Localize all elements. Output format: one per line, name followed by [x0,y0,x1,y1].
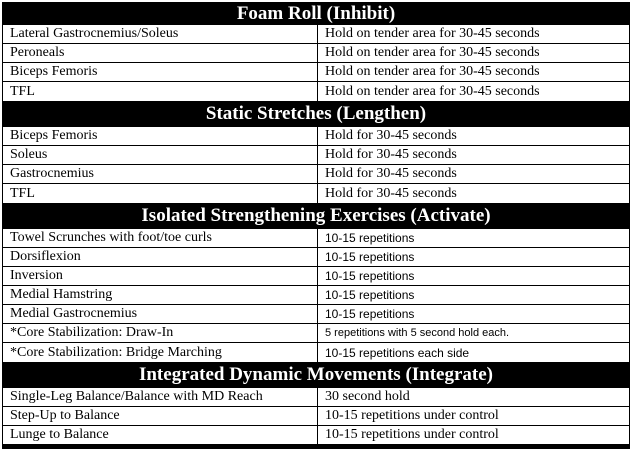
table-row [2,343,630,362]
prescription-cell: 10-15 repetitions under control [325,427,499,442]
table-row [2,184,630,203]
table-row [2,44,630,63]
program-table [2,2,630,449]
exercise-cell: *Core Stabilization: Draw-In [3,324,318,342]
prescription-cell: 10-15 repetitions each side [325,345,470,360]
exercise-cell: Peroneals [3,44,318,62]
section-header-integrated-dynamic: Integrated Dynamic Movements (Integrate) [2,362,630,388]
table-row [2,127,630,146]
exercise-cell: Medial Hamstring [3,286,318,304]
prescription-cell: 30 second hold [325,389,410,404]
prescription-cell: Hold on tender area for 30-45 seconds [325,64,540,79]
table-row [2,229,630,248]
table-row [2,63,630,82]
exercise-cell: TFL [3,184,318,203]
section-header-static-stretches: Static Stretches (Lengthen) [2,101,630,127]
table-row [2,426,630,445]
prescription-cell: Hold for 30-45 seconds [325,166,457,181]
exercise-cell: TFL [3,82,318,101]
exercise-cell: Lateral Gastrocnemius/Soleus [3,25,318,43]
exercise-cell: Gastrocnemius [3,165,318,183]
table-row [2,388,630,407]
prescription-cell: 10-15 repetitions under control [325,408,499,423]
section-header-isolated-strengthening: Isolated Strengthening Exercises (Activate) [2,203,630,229]
exercise-cell: *Core Stabilization: Bridge Marching [3,343,318,362]
table-row [2,25,630,44]
prescription-cell: Hold for 30-45 seconds [325,128,457,143]
table-row [2,324,630,343]
prescription-cell: 10-15 repetitions [325,288,415,302]
exercise-cell: Single-Leg Balance/Balance with MD Reach [3,388,318,406]
table-row [2,146,630,165]
prescription-cell: Hold on tender area for 30-45 seconds [325,83,540,99]
exercise-cell: Towel Scrunches with foot/toe curls [3,229,318,247]
exercise-cell: Inversion [3,267,318,285]
prescription-cell: 10-15 repetitions [325,231,415,245]
prescription-cell: Hold for 30-45 seconds [325,147,457,162]
table-row [2,165,630,184]
prescription-cell: Hold for 30-45 seconds [325,185,457,201]
exercise-cell: Soleus [3,146,318,164]
table-row [2,82,630,101]
prescription-cell: 10-15 repetitions [325,250,415,264]
table-row [2,267,630,286]
table-row [2,305,630,324]
prescription-cell: 5 repetitions with 5 second hold each. [325,327,510,339]
exercise-cell: Lunge to Balance [3,426,318,444]
prescription-cell: Hold on tender area for 30-45 seconds [325,45,540,60]
prescription-cell: 10-15 repetitions [325,307,415,321]
section-header-foam-roll: Foam Roll (Inhibit) [2,2,630,25]
exercise-cell: Dorsiflexion [3,248,318,266]
exercise-cell: Biceps Femoris [3,127,318,145]
table-row [2,407,630,426]
table-row [2,248,630,267]
table-row [2,286,630,305]
prescription-cell: 10-15 repetitions [325,269,415,283]
exercise-cell: Medial Gastrocnemius [3,305,318,323]
exercise-cell: Biceps Femoris [3,63,318,81]
exercise-cell: Step-Up to Balance [3,407,318,425]
prescription-cell: Hold on tender area for 30-45 seconds [325,26,540,41]
